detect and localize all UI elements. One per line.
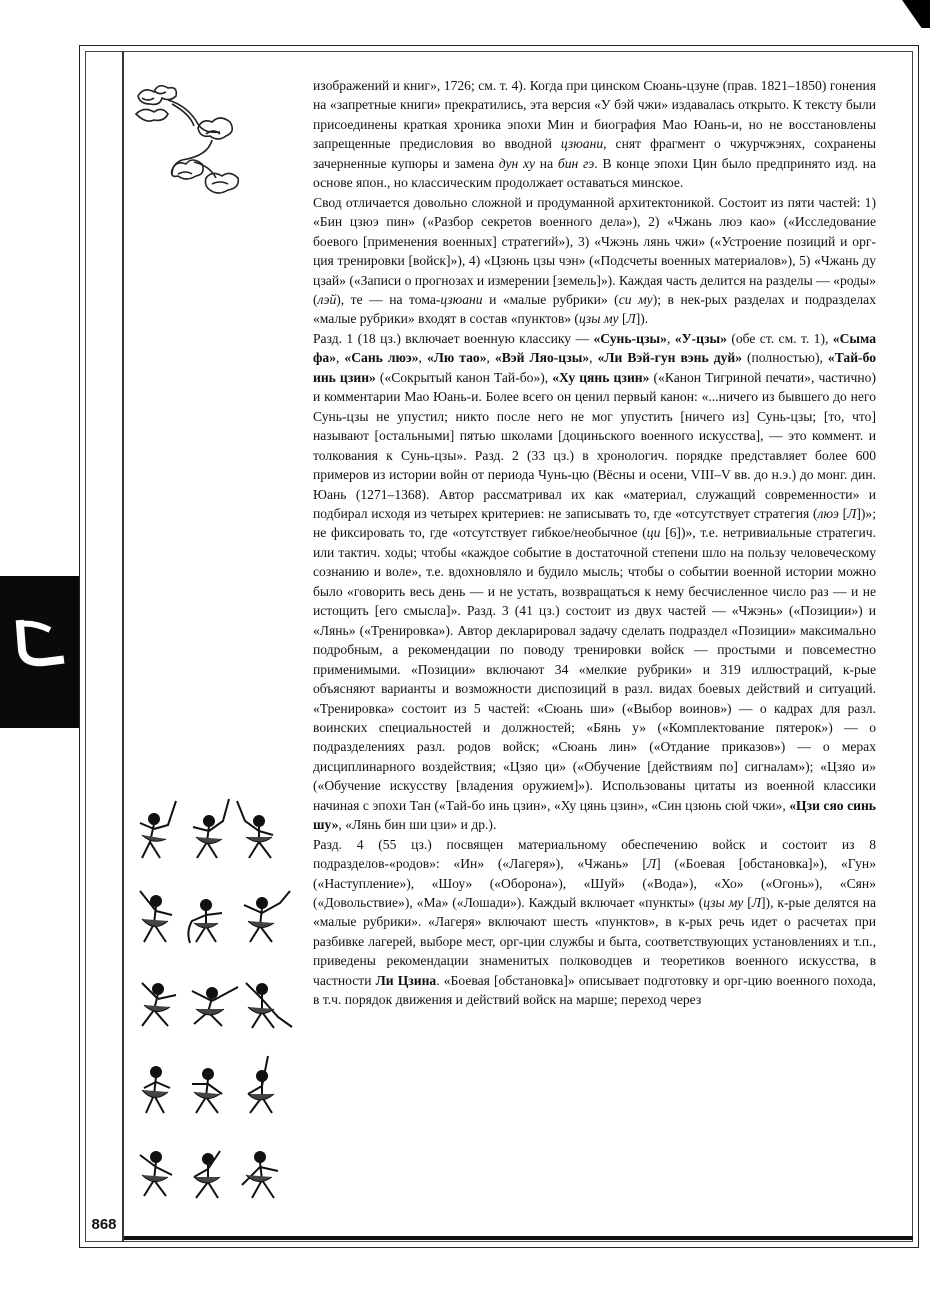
bold-term: «Сыма фа» [313, 330, 876, 366]
text-run: («Сокрытый канон Тай-бо»), [375, 369, 553, 385]
bold-term: «Сунь-цзы» [593, 330, 667, 346]
bold-term: «Сань люэ» [344, 350, 419, 366]
italic-term: цзы му [703, 895, 744, 911]
bold-term: «У-цзы» [674, 330, 727, 346]
text-run: , [666, 330, 675, 346]
italic-term: дун ху [498, 155, 536, 171]
text-run: Разд. 1 (18 цз.) включает военную классику — [313, 330, 594, 346]
text-run: , [336, 350, 345, 366]
paragraph [313, 76, 876, 193]
text-run: ])»; не фиксировать то, где «отсутствует гибкое/необычное ( [313, 505, 876, 541]
italic-term: Л [626, 311, 636, 327]
italic-term: Л [646, 856, 657, 872]
text-run: ]). [635, 311, 649, 327]
italic-term: Л [847, 505, 857, 521]
text-run: [ [743, 895, 752, 911]
text-run: [ [618, 311, 627, 327]
text-run: изображений и книг», 1726; см. т. 4). Когда при цинском Сюань-цзуне (прав. 1821–1850) гонения на «запретные книги» прекратились, эта версия «У бэй чжи» издавалась открыто. К тексту были присоединены краткая хроника эпохи Мин и биография Мао Юань-и, но не восстановлены запрещенные предисловия во вводной [313, 78, 876, 152]
paragraph [313, 835, 876, 1010]
text-run: ), те — на тома- [336, 291, 441, 307]
text-run: и «малые рубрики» ( [482, 291, 619, 307]
martial-figures-illustration [134, 795, 294, 1205]
margin-rule [122, 51, 124, 1242]
text-run: ); в нек-рых разделах и подразделах «малые рубрики» входят в состав «пунктов» ( [313, 291, 876, 327]
paragraph [313, 193, 876, 329]
text-run: , [589, 350, 598, 366]
corner-tab [902, 0, 930, 28]
bold-term: «Ху цянь цзин» [552, 369, 650, 385]
italic-term: цзы му [578, 311, 619, 327]
bold-term: «Вэй Ляо-цзы» [494, 350, 590, 366]
text-run: , [418, 350, 427, 366]
bold-term: «Цзи сяо синь шу» [313, 797, 876, 833]
text-run: ]), к-рые делятся на «малые рубрики». «Лагеря» включают шесть «пунктов», в к-рых речь идет о расчетах при разбивке лагерей, выборе мест, орг-ции службы и быта, соответствующих установлениях и т.п., приведены рекомендации знаменитых полководцев и теоретиков военного искусства, в частности [313, 895, 877, 988]
text-run: [6])», т.е. нетривиальные стратегич. или тактич. ходы; чтобы «каждое событие в достаточной степени шло на пользу человеческому сознанию и воле», т.е. вдохновляло и будило мысль; чтобы о событии военной истории можно было «говорить весь день — и не устать, возвращаться к нему бесчисленное число раз — и не истощить [его смысла]». Разд. 3 (41 цз.) состоит из двух частей — «Чжэнь» («Позиции») и «Лянь» («Тренировка»). Автор декларировал задачу сделать подраздел «Позиции» максимально подробным, а рекомендации по поводу тренировки войск — простыми и повсеместно применимыми. «Позиции» включают 34 «мелкие рубрики» и 319 иллюстраций, к-рые объясняют варианты и возможности диспозиций в разл. видах боевых действий и ситуаций. «Тренировка» состоит из 5 частей: «Сюань ши» («Выбор воинов») — о кадрах для разл. воинских специальностей и должностей; «Бянь у» («Комплектование пятерок») — о подразделениях разл. родов войск; «Сюань лин» («Отдание приказов») — о мерах дисциплинарного воздействия; «Цзяо ци» («Обучение [действиям по] сигналам»); «Цзяо и» («Обучение искусству [владения оружием]»). Использованы цитаты из военной классики начиная с эпохи Тан («Тай-бо инь цзин», «Ху цянь цзин», «Син цзюнь сюй чжи», [313, 525, 877, 813]
italic-term: бин гэ [557, 155, 595, 171]
bold-term: «Ли Вэй-гун вэнь дуй» [597, 350, 742, 366]
text-run: , «Лянь бин ши цзи» и др.). [338, 817, 497, 833]
text-run: (полностью), [742, 350, 828, 366]
italic-term: цзюани [440, 291, 483, 307]
bold-term: Ли Цзина [375, 972, 437, 988]
italic-term: Л [751, 895, 762, 911]
cloud-ornament-icon [132, 78, 250, 202]
bold-term: «Тай-бо инь цзин» [313, 350, 876, 385]
bold-term: «Лю тао» [426, 350, 487, 366]
text-run: на [535, 155, 558, 171]
text-run: Свод отличается довольно сложной и продуманной архитектоникой. Состоит из пяти частей: 1) «Бин цзюэ пин» («Разбор секретов военного дела»), 2) «Чжань люэ као» («Исследование боевого [применения военных] стратегий»), 3) «Чжэнь лянь чжи» («Устроение позиций и орг-ция тренировки [войск]»), 4) «Цзюнь цзы чэн» («Подсчеты военных материалов»), 5) «Чжань ду цзай» («Записи о прогнозах и измерении [земель]»). Каждая часть делится на разделы — «роды» ( [313, 194, 876, 307]
italic-term: лэй [317, 291, 337, 307]
article-text [313, 76, 876, 1010]
text-run: . В конце эпохи Цин было предпринято изд. на основе япон., но классическим продолжает оставаться минское. [313, 155, 876, 191]
text-run: . «Боевая [обстановка]» описывает подготовку и орг-цию военного похода, в т.ч. порядок движения и действий войск на марше; переход через [313, 972, 876, 1008]
thumb-index-tab [0, 576, 79, 728]
text-run: (обе ст. см. т. 1), [726, 330, 833, 346]
page-number: 868 [91, 1216, 117, 1233]
thumb-index-letter-icon [10, 616, 66, 672]
bottom-rule [124, 1236, 913, 1240]
text-run: Разд. 4 (55 цз.) посвящен материальному обеспечению войск и состоит из 8 подразделов-«родов»: «Ин» («Лагеря»), «Чжань» [ [313, 836, 876, 872]
text-run: («Канон Тигриной печати», частично) и комментарии Мао Юань-и. Более всего он ценил первый канон: «...ничего из бывшего до него Сунь-цзы не упустил; никто после него не мог упустить [ничего из] Сунь-цзы; [то, что] называют [остальными] пятью школами [доциньского военного искусства], — это коммент. и толкования к Сунь-цзы». Разд. 2 (33 цз.) в хронологич. порядке представляет более 600 примеров из истории войн от периода Чунь-цю (Вёсны и осени, VIII–V вв. до н.э.) до монг. дин. Юань (1271–1368). Автор рассматривал их как «материал, служащий современности» и подбирал исходя из четырех критериев: не записывать то, где «отсутствует стратегия ( [313, 369, 876, 521]
italic-term: си му [618, 291, 653, 307]
italic-term: цзюани [560, 136, 604, 152]
text-run: ] («Боевая [обстановка]»), «Гун» («Наступление»), «Шоу» («Оборона»), «Шуй» («Вода»), «Хо» («Огонь»), «Сян» («Довольствие»), «Ма» («Лошади»). Каждый включает «пункты» ( [313, 856, 876, 911]
paragraph [313, 329, 876, 835]
italic-term: люэ [817, 505, 839, 521]
text-run: , снят фрагмент о чжурчжэнях, сохранены зачерненные купюры и замена [313, 136, 876, 171]
text-run: [ [838, 505, 848, 521]
text-run: , [486, 350, 495, 366]
italic-term: ци [646, 525, 661, 541]
